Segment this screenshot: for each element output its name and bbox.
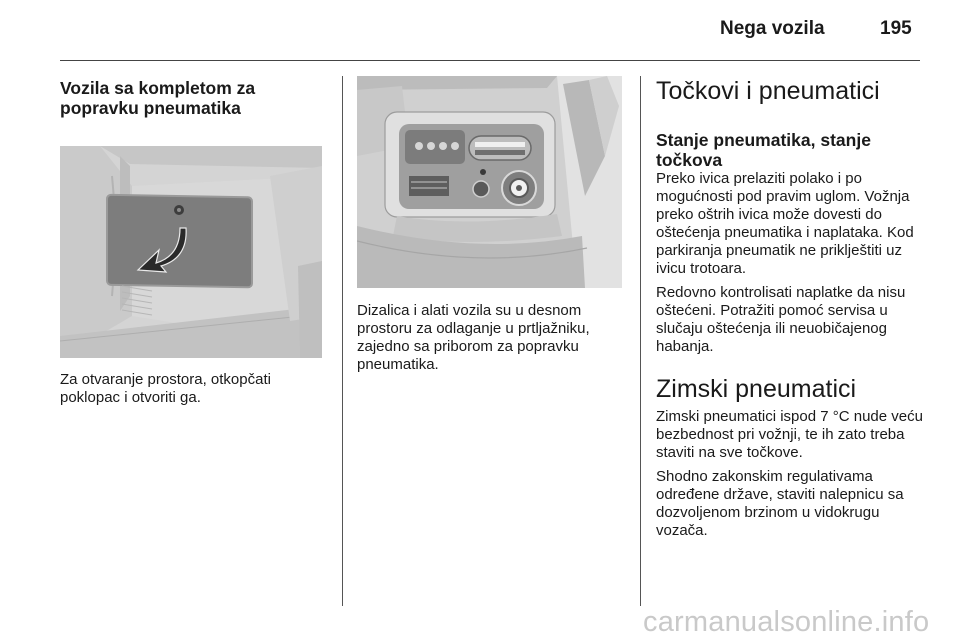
column-divider-left: [342, 76, 343, 606]
tyre-condition-paragraph-1: Preko ivica prelaziti polako i po mogućnosti pod pravim uglom. Vožnja preko oštrih ivica može dovesti do oštećenja pneumatika i naplataka. Kod parkiranja pneumatik ne priklještiti uz ivicu trotoara.: [656, 170, 914, 277]
column-divider-right: [640, 76, 641, 606]
tyre-condition-subheading: Stanje pneumatika, stanje točkova: [656, 130, 871, 170]
tyre-condition-paragraph-2: Redovno kontrolisati naplatke da nisu oštećeni. Potražiti pomoć servisa u slučaju oštećenja ili neuobičajenog habanja.: [656, 284, 906, 355]
left-figure-caption: Za otvaranje prostora, otkopčati poklopac i otvoriti ga.: [60, 371, 271, 406]
left-section-heading: Vozila sa kompletom za popravku pneumatika: [60, 78, 256, 118]
wheels-tyres-heading: Točkovi i pneumatici: [656, 77, 880, 105]
middle-column: [357, 76, 627, 374]
site-watermark: carmanualsonline.info: [643, 606, 930, 638]
winter-tyres-paragraph-1: Zimski pneumatici ispod 7 °C nude veću bezbednost pri vožnji, te ih zato treba staviti na sve točkove.: [656, 408, 923, 461]
winter-tyres-paragraph-2: Shodno zakonskim regulativama određene države, staviti nalepnicu sa dozvoljenom brzinom u vidokrugu vozača.: [656, 468, 904, 539]
winter-tyres-heading: Zimski pneumatici: [656, 375, 857, 403]
trunk-cover-illustration: [60, 146, 322, 358]
right-column: [656, 76, 926, 540]
header-section-title: Nega vozila: [720, 18, 825, 39]
header-divider: [60, 60, 920, 61]
header-page-number: 195: [880, 18, 912, 39]
storage-compartment-illustration: [357, 76, 622, 288]
middle-figure-caption: Dizalica i alati vozila su u desnom prostoru za odlaganje u prtljažniku, zajedno sa priborom za popravku pneumatika.: [357, 302, 590, 373]
left-column: [60, 78, 330, 407]
